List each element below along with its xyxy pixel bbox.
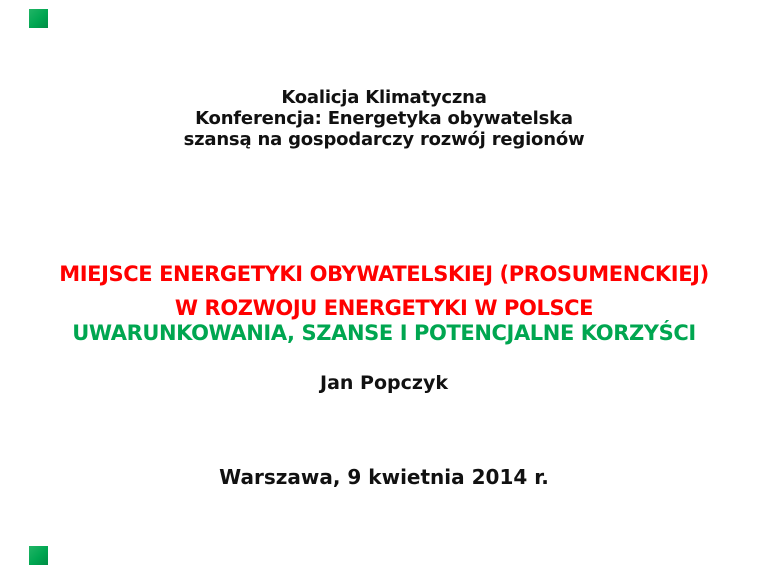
header-line-3: szansą na gospodarczy rozwój regionów — [183, 129, 585, 150]
header-line-1: Koalicja Klimatyczna — [281, 87, 487, 108]
title-line-1: MIEJSCE ENERGETYKI OBYWATELSKIEJ (PROSUMENCKIEJ) — [59, 262, 709, 286]
date-line: Warszawa, 9 kwietnia 2014 r. — [219, 465, 549, 489]
author-name: Jan Popczyk — [320, 372, 448, 394]
green-square-bottom-left-icon — [29, 546, 48, 565]
header-line-2: Konferencja: Energetyka obywatelska — [195, 108, 573, 129]
title-line-3: UWARUNKOWANIA, SZANSE I POTENCJALNE KORZYŚCI — [72, 321, 696, 345]
title-line-2: W ROZWOJU ENERGETYKI W POLSCE — [174, 296, 594, 320]
header-block — [0, 87, 768, 150]
green-square-top-left-icon — [29, 9, 48, 28]
